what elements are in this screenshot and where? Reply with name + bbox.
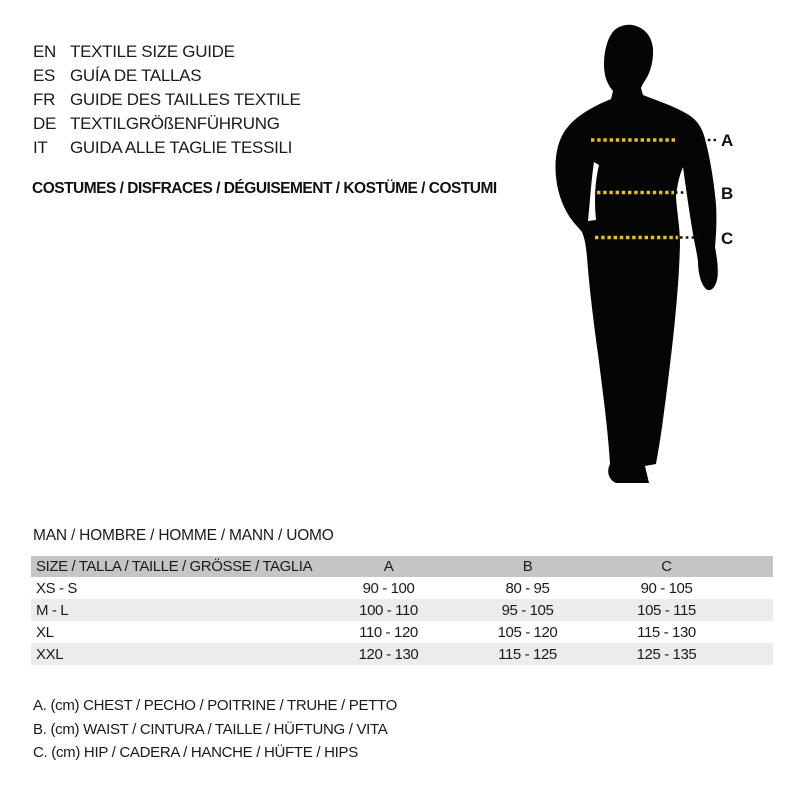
lang-row-es [33,64,301,88]
table-row-m-l [31,599,773,621]
measure-label-a: A [721,131,734,150]
measurement-notes [33,694,397,765]
lang-label: GUÍA DE TALLAS [70,66,202,85]
category-title: COSTUMES / DISFRACES / DÉGUISEMENT / KOSTÜME / COSTUMI [32,180,497,197]
lang-label: TEXTILE SIZE GUIDE [70,42,235,61]
value-c: 105 - 115 [637,601,696,619]
lang-label: GUIDA ALLE TAGLIE TESSILI [70,138,293,157]
value-b: 115 - 125 [498,645,557,663]
header-col-b: B [522,558,533,575]
value-a: 100 - 110 [359,601,418,619]
value-c: 125 - 135 [636,645,697,663]
value-a: 110 - 120 [359,623,418,641]
size-table-header-row [31,556,773,577]
size-cell: XL [36,623,54,641]
language-title-list [33,40,301,160]
note-chest: A. (cm) CHEST / PECHO / POITRINE / TRUHE / PETTO [33,697,397,714]
header-col-c: C [661,558,672,575]
lang-label: GUIDE DES TAILLES TEXTILE [70,90,301,109]
table-row-xxl [31,643,773,665]
male-silhouette-figure [548,20,748,492]
measure-label-c: C [721,229,734,248]
lang-row-de [33,112,301,136]
man-silhouette-icon [555,25,717,483]
size-cell: XS - S [36,579,77,597]
table-row-xs-s [31,577,773,599]
value-b: 95 - 105 [501,601,554,619]
value-b: 105 - 120 [497,623,558,641]
lang-code: ES [33,66,56,85]
value-c: 90 - 105 [640,579,693,597]
lang-code: IT [33,138,48,157]
lang-code: DE [33,114,57,133]
table-row-xl [31,621,773,643]
size-cell: M - L [36,601,69,619]
lang-code: EN [33,42,57,61]
value-c: 115 - 130 [637,623,696,641]
section-title-man: MAN / HOMBRE / HOMME / MANN / UOMO [33,527,334,544]
value-a: 120 - 130 [358,645,419,663]
lang-row-en [33,40,301,64]
lang-code: FR [33,90,56,109]
lang-row-it [33,136,301,160]
measure-label-b: B [721,184,734,203]
note-waist: B. (cm) WAIST / CINTURA / TAILLE / HÜFTUNG / VITA [33,720,388,738]
note-hip: C. (cm) HIP / CADERA / HANCHE / HÜFTE / HIPS [33,744,358,761]
value-a: 90 - 100 [362,579,415,597]
size-cell: XXL [36,645,64,663]
lang-row-fr [33,88,301,112]
size-table [31,556,773,665]
header-col-a: A [383,558,394,575]
value-b: 80 - 95 [505,579,550,597]
header-size-column: SIZE / TALLA / TAILLE / GRÖSSE / TAGLIA [36,558,313,575]
lang-label: TEXTILGRÖßENFÜHRUNG [70,114,280,133]
